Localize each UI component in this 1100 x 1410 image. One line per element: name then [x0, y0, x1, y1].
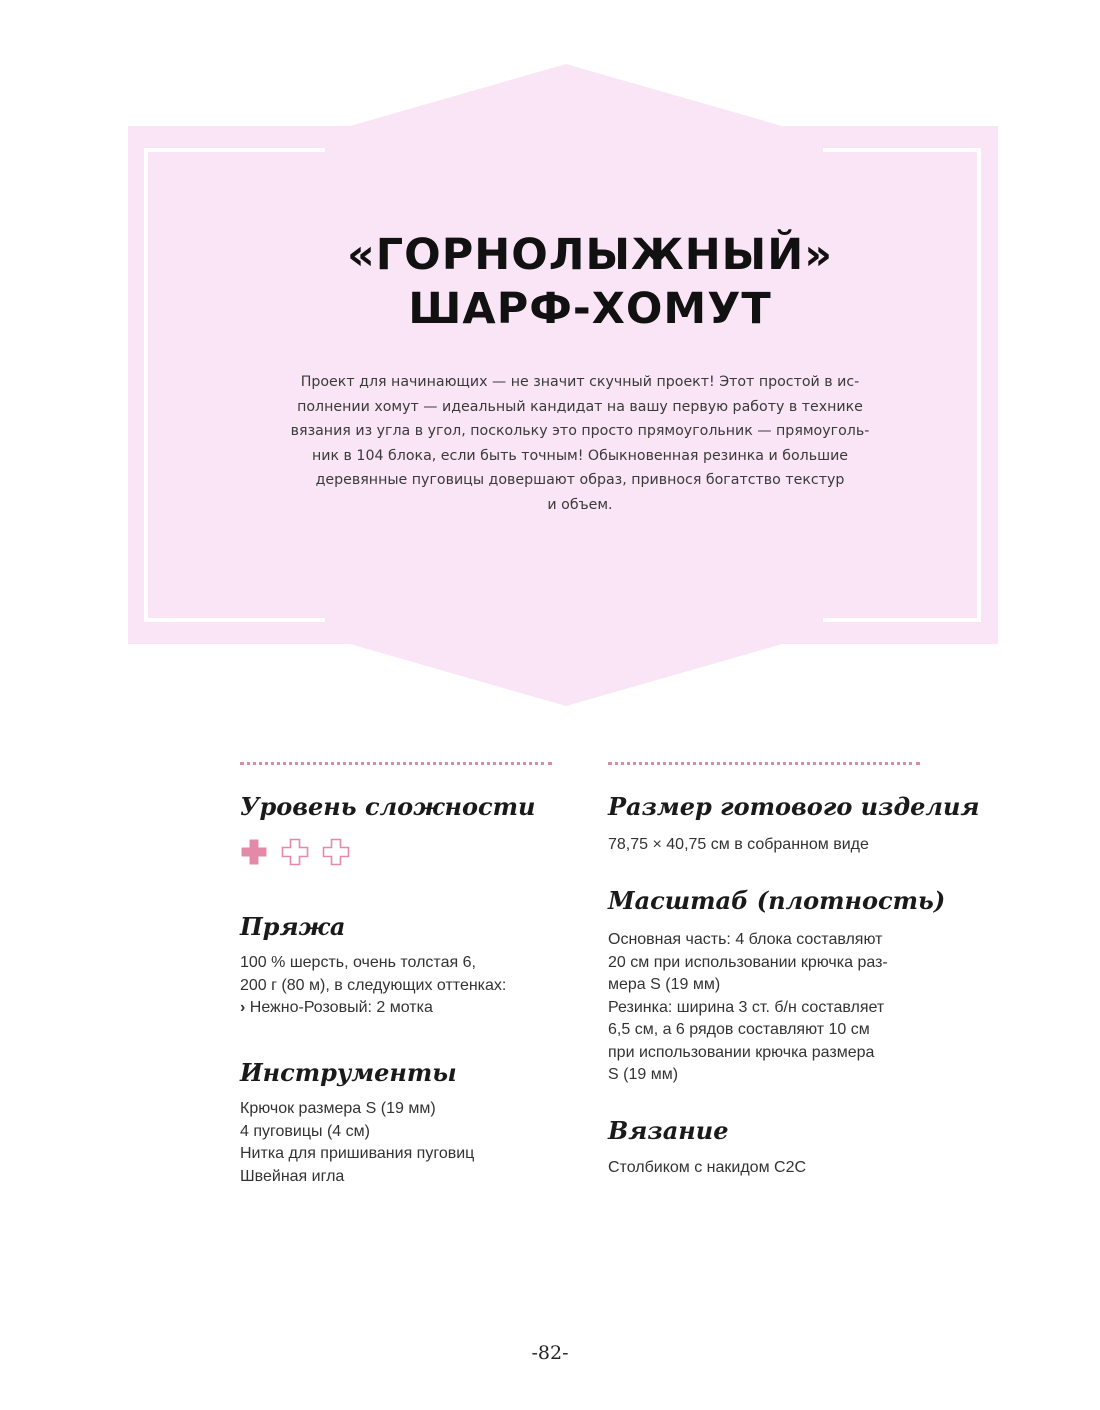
cross-icon-filled [240, 838, 268, 866]
intro-line: вязания из угла в угол, поскольку это просто прямоугольник — прямоуголь- [290, 423, 870, 440]
size-text [608, 834, 869, 857]
tools-line: Нитка для пришивания пуговиц [240, 1145, 475, 1162]
intro-line: Проект для начинающих — не значит скучный проект! Этот простой в ис- [300, 374, 860, 390]
intro-line: деревянные пуговицы довершают образ, привнося богатство текстур [315, 472, 845, 489]
yarn-bullet [240, 997, 506, 1020]
title-line-1: «ГОРНОЛЫЖНЫЙ» [347, 230, 833, 280]
yarn-bullet-text: Нежно-Розовый: 2 мотка [249, 999, 433, 1016]
yarn-heading: Пряжа [240, 912, 346, 941]
tools-list [240, 1098, 474, 1188]
frame-bottom-left [144, 618, 325, 622]
yarn-line: 200 г (80 м), в следующих оттенках: [240, 976, 507, 994]
frame-top-left [144, 148, 325, 152]
frame-right [977, 148, 981, 622]
frame-top-right [823, 148, 981, 152]
yarn-text [240, 952, 506, 1020]
tools-line: Крючок размера S (19 мм) [240, 1100, 436, 1117]
cross-icon-outline [322, 838, 350, 866]
tools-line: 4 пуговицы (4 см) [240, 1122, 370, 1140]
difficulty-rating [240, 838, 350, 866]
yarn-line: 100 % шерсть, очень толстая 6, [240, 954, 476, 971]
gauge-line: Основная часть: 4 блока составляют [608, 931, 883, 948]
size-heading: Размер готового изделия [608, 792, 980, 821]
stitch-heading: Вязание [608, 1116, 729, 1145]
intro-line: и объем. [547, 496, 613, 513]
dotted-divider-right [608, 762, 920, 765]
size-line: 78,75 × 40,75 см в собранном виде [608, 836, 869, 853]
tools-heading: Инструменты [240, 1058, 457, 1087]
gauge-heading: Масштаб (плотность) [608, 886, 946, 915]
tools-line: Швейная игла [240, 1167, 345, 1185]
cross-icon-outline [281, 838, 309, 866]
intro-text [270, 370, 890, 518]
dotted-divider-left [240, 762, 552, 765]
intro-line: ник в 104 блока, если быть точным! Обыкновенная резинка и большие [311, 447, 849, 464]
frame-left [144, 148, 148, 622]
gauge-line: при использовании крючка размера [608, 1043, 875, 1061]
gauge-line: 20 см при использовании крючка раз- [608, 953, 888, 971]
difficulty-heading: Уровень сложности [240, 792, 536, 821]
stitch-text [608, 1157, 806, 1180]
page-number: -82- [531, 1342, 569, 1364]
chevron-right-icon: › [240, 999, 246, 1016]
gauge-line: 6,5 см, а 6 рядов составляют 10 см [608, 1021, 870, 1038]
frame-bottom-right [823, 618, 981, 622]
gauge-line: S (19 мм) [608, 1066, 679, 1083]
gauge-line: мера S (19 мм) [608, 976, 721, 993]
gauge-text [608, 929, 888, 1087]
page-title [150, 228, 1030, 336]
gauge-line: Резинка: ширина 3 ст. б/н составляет [608, 998, 885, 1016]
intro-line: полнении хомут — идеальный кандидат на вашу первую работу в технике [297, 398, 863, 415]
stitch-line: Столбиком с накидом C2C [608, 1159, 807, 1176]
title-line-2: ШАРФ-ХОМУТ [408, 284, 772, 334]
